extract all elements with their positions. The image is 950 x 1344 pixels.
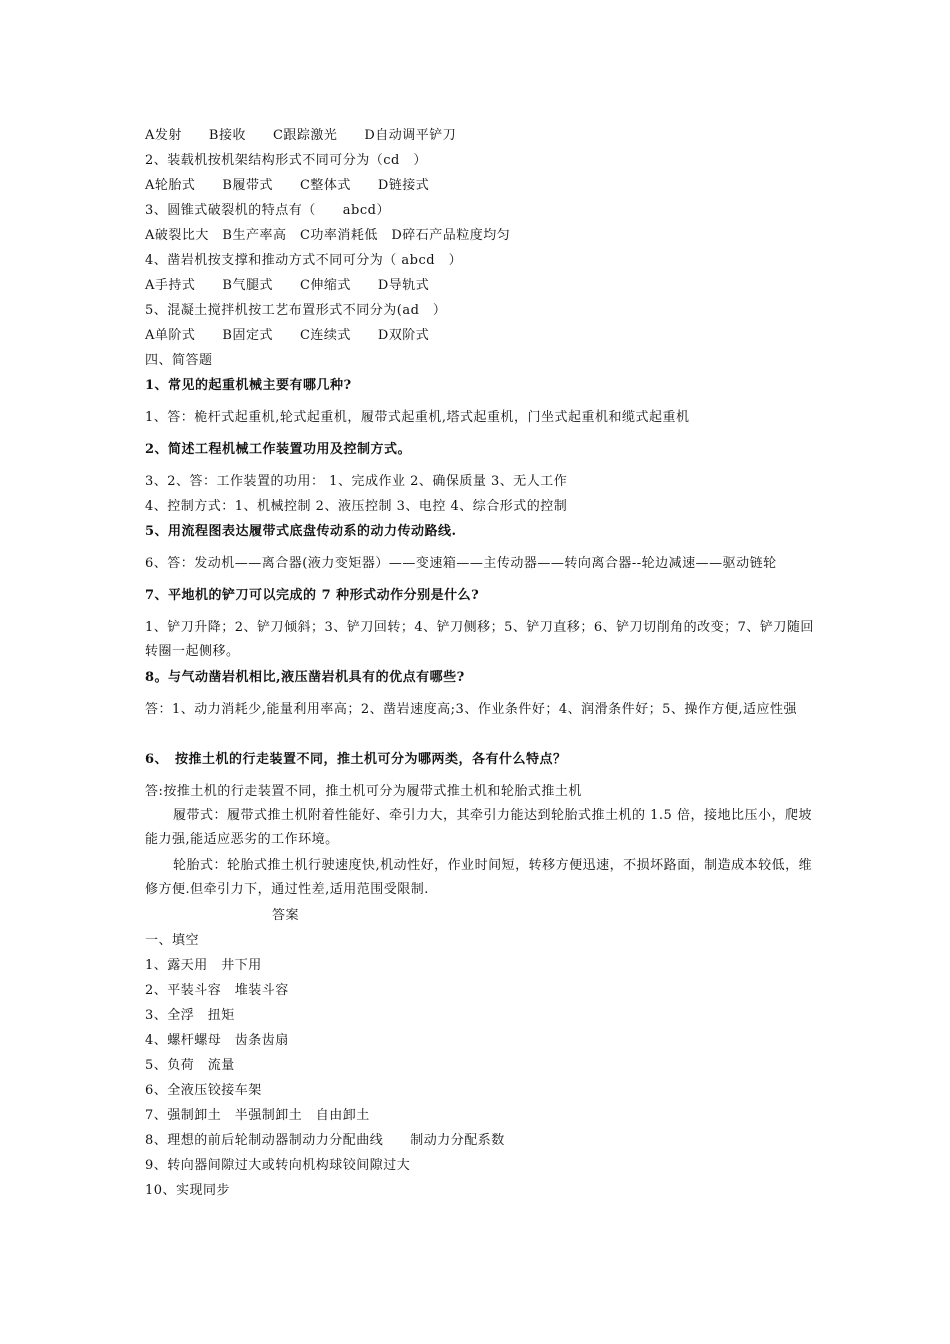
short-answer-question-5: 5、用流程图表达履带式底盘传动系的动力传动路线. bbox=[145, 524, 457, 539]
choice-options-q4: A手持式 B气腿式 C伸缩式 D导轨式 bbox=[145, 278, 430, 293]
short-answer-6-crawler: 履带式：履带式推土机附着性能好、牵引力大，其牵引力能达到轮胎式推土机的 1.5 倍，接地比压小，爬坡能力强,能适应恶劣的工作环境。 bbox=[145, 808, 812, 847]
short-answer-1: 1、答：桅杆式起重机,轮式起重机，履带式起重机,塔式起重机，门坐式起重机和缆式起重机 bbox=[145, 410, 690, 425]
fill-answer-10: 10、实现同步 bbox=[145, 1183, 231, 1198]
short-answer-6-wheeled: 轮胎式：轮胎式推土机行驶速度快,机动性好，作业时间短，转移方便迅速，不损坏路面，制造成本较低，维修方便.但牵引力下，通过性差,适用范围受限制. bbox=[145, 858, 813, 897]
question-2: 2、装载机按机架结构形式不同可分为（cd ） bbox=[145, 153, 427, 168]
short-answer-2-functions: 3、2、答：工作装置的功用： 1、完成作业 2、确保质量 3、无人工作 bbox=[145, 474, 568, 489]
question-5: 5、混凝土搅拌机按工艺布置形式不同分为(ad ） bbox=[145, 303, 447, 318]
choice-options-q3: A破裂比大 B生产率高 C功率消耗低 D碎石产品粒度均匀 bbox=[145, 228, 511, 243]
fill-answer-5: 5、负荷 流量 bbox=[145, 1058, 235, 1073]
short-answer-7: 1、铲刀升降；2、铲刀倾斜；3、铲刀回转；4、铲刀侧移；5、铲刀直移；6、铲刀切削角的改变；7、铲刀随回转圈一起侧移。 bbox=[145, 620, 814, 659]
short-answer-8: 答：1、动力消耗少,能量利用率高；2、凿岩速度高;3、作业条件好；4、润滑条件好；5、操作方便,适应性强 bbox=[145, 702, 798, 717]
question-3: 3、圆锥式破裂机的特点有（ abcd） bbox=[145, 203, 390, 218]
choice-options-q2: A轮胎式 B履带式 C整体式 D链接式 bbox=[145, 178, 430, 193]
choice-options-q1: A发射 B接收 C跟踪激光 D自动调平铲刀 bbox=[145, 128, 457, 143]
fill-answer-4: 4、螺杆螺母 齿条齿扇 bbox=[145, 1033, 289, 1048]
fill-answer-1: 1、露天用 井下用 bbox=[145, 958, 262, 973]
fill-answer-2: 2、平装斗容 堆装斗容 bbox=[145, 983, 289, 998]
fill-answer-3: 3、全浮 扭矩 bbox=[145, 1008, 235, 1023]
section-heading-fill-in: 一、填空 bbox=[145, 933, 200, 948]
choice-options-q5: A单阶式 B固定式 C连续式 D双阶式 bbox=[145, 328, 430, 343]
fill-answer-6: 6、全液压铰接车架 bbox=[145, 1083, 262, 1098]
short-answer-2-control: 4、控制方式：1、机械控制 2、液压控制 3、电控 4、综合形式的控制 bbox=[145, 499, 568, 514]
short-answer-question-8: 8。与气动凿岩机相比,液压凿岩机具有的优点有哪些? bbox=[145, 670, 465, 685]
short-answer-question-2: 2、简述工程机械工作装置功用及控制方式。 bbox=[145, 442, 412, 457]
fill-answer-9: 9、转向器间隙过大或转向机构球铰间隙过大 bbox=[145, 1158, 411, 1173]
fill-answer-7: 7、强制卸土 半强制卸土 自由卸土 bbox=[145, 1108, 370, 1123]
fill-answer-8: 8、理想的前后轮制动器制动力分配曲线 制动力分配系数 bbox=[145, 1133, 505, 1148]
short-answer-question-7: 7、平地机的铲刀可以完成的 7 种形式动作分别是什么? bbox=[145, 588, 480, 603]
short-answer-question-1: 1、常见的起重机械主要有哪几种? bbox=[145, 378, 352, 393]
section-heading-short-answer: 四、简答题 bbox=[145, 353, 213, 368]
question-4: 4、凿岩机按支撑和推动方式不同可分为（ abcd ） bbox=[145, 253, 463, 268]
short-answer-5: 6、答：发动机——离合器(液力变矩器）——变速箱——主传动器——转向离合器--轮边减速——驱动链轮 bbox=[145, 556, 777, 571]
answers-heading: 答案 bbox=[272, 908, 300, 923]
short-answer-6-intro: 答:按推土机的行走装置不同，推土机可分为履带式推土机和轮胎式推土机 bbox=[145, 784, 582, 799]
short-answer-question-6: 6、 按推土机的行走装置不同，推土机可分为哪两类，各有什么特点？ bbox=[145, 752, 567, 767]
